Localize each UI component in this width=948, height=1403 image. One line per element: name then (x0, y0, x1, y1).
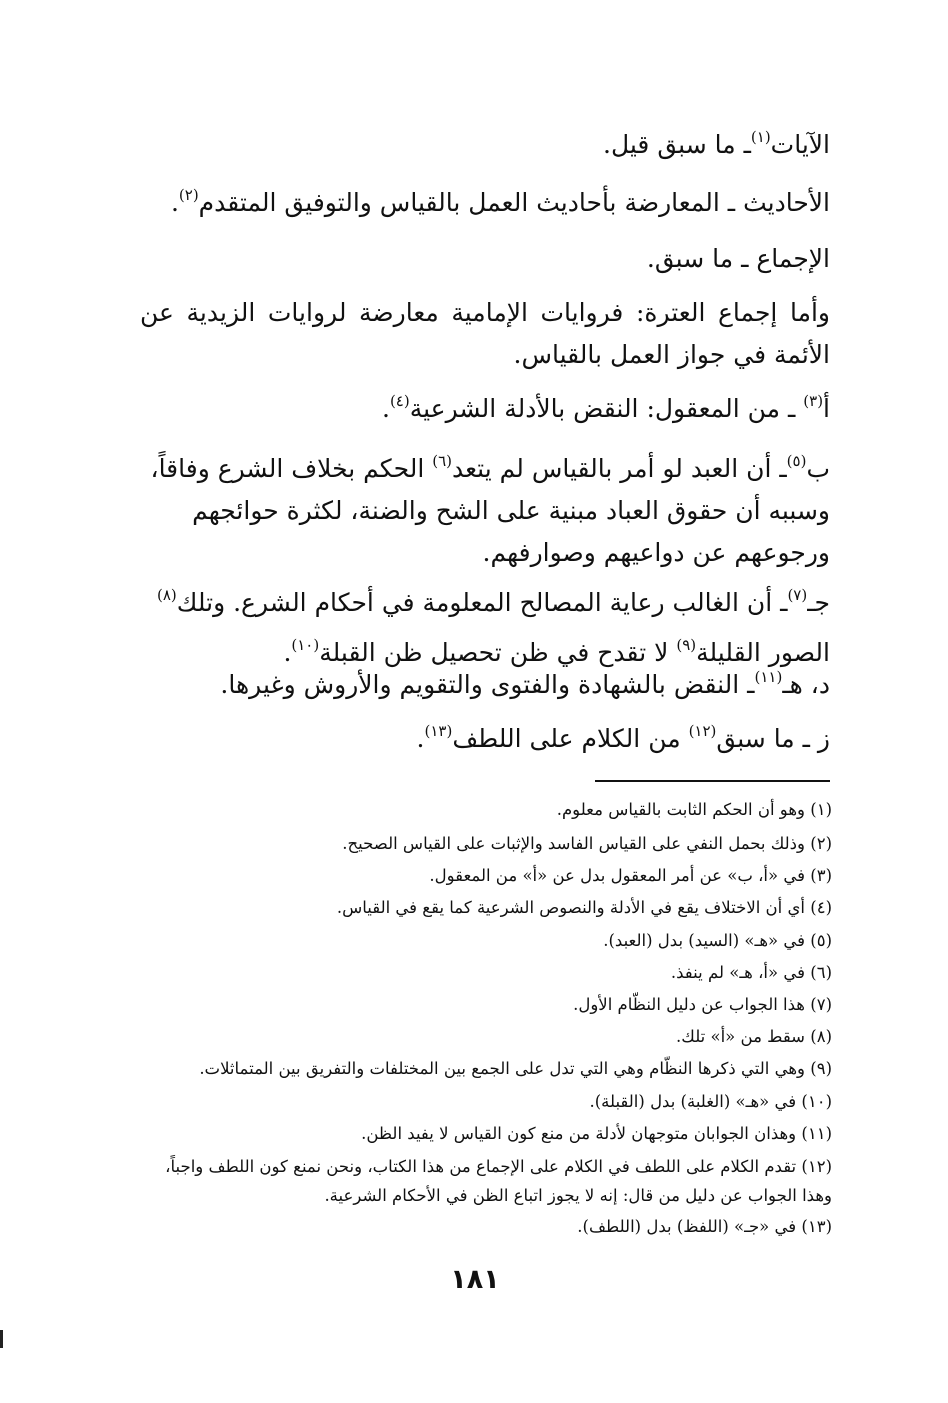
line-zay: ز ـ ما سبق$^{(١٢)}$ من الكلام على اللطف$^{(١٣)}$. (416, 722, 830, 753)
line-ayat: الآيات$^{(١)}$ـ ما سبق قيل. (603, 128, 830, 159)
line-ahadith: الأحاديث ـ المعارضة بأحاديث العمل بالقياس والتوفيق المتقدم$^{(٢)}$. (170, 186, 830, 217)
footnote-12: (١٢) تقدم الكلام على اللطف في الكلام على الإجماع من هذا الكتاب، ونحن نمنع كون اللطف واجباً، وهذا الجواب عن دليل من قال: إنه لا يجوز اتباع الظن في الأحكام الشرعية. (165, 1157, 832, 1205)
scan-edge-mark (0, 1330, 3, 1348)
footnote-5: (٥) في «هـ» (السيد) بدل (العبد). (603, 931, 832, 950)
footnote-4: (٤) أي أن الاختلاف يقع في الأدلة والنصوص الشرعية كما يقع في القياس. (336, 898, 832, 917)
footnote-7: (٧) هذا الجواب عن دليل النظّام الأول. (573, 995, 832, 1014)
footnote-separator (595, 780, 830, 782)
paragraph-jim: جـ$^{(٧)}$ـ أن الغالب رعاية المصالح المعلومة في أحكام الشرع. وتلك$^{(٨)}$ الصور القليلة$^{(٩)}$ لا تقدح في ظن تحصيل ظن القبلة$^{(١٠)}$. (157, 586, 830, 667)
paragraph-ijma-itra: وأما إجماع العترة: فروايات الإمامية معارضة لروايات الزيدية عن الأئمة في جواز العمل بالقياس. (140, 298, 830, 369)
footnote-2: (٢) وذلك بحمل النفي على القياس الفاسد والإثبات على القياس الصحيح. (342, 834, 832, 853)
page-number: ١٨١ (450, 1264, 500, 1295)
paragraph-ba: ب$^{(٥)}$ـ أن العبد لو أمر بالقياس لم يتعد$^{(٦)}$ الحكم بخلاف الشرع وفاقاً، وسببه أن حقوق العباد مبنية على الشح والضنة، لكثرة حوائجهم ورجوعهم عن دواعيهم وصوارفهم. (150, 452, 830, 567)
footnote-8: (٨) سقط من «أ» تلك. (676, 1027, 832, 1046)
footnote-3: (٣) في «أ، ب» عن أمر المعقول بدل عن «أ» من المعقول. (429, 866, 832, 885)
footnote-11: (١١) وهذان الجوابان متوجهان لأدلة من منع كون القياس لا يفيد الظن. (361, 1124, 832, 1143)
line-dal-ha: د، هـ$^{(١١)}$ـ النقض بالشهادة والفتوى والتقويم والأروش وغيرها. (220, 668, 830, 699)
footnote-10: (١٠) في «هـ» (الغلبة) بدل (القبلة). (589, 1092, 832, 1111)
line-ijma: الإجماع ـ ما سبق. (646, 244, 830, 273)
footnote-1: (١) وهو أن الحكم الثابت بالقياس معلوم. (556, 800, 832, 819)
footnote-13: (١٣) في «جـ» (اللفظ) بدل (اللطف). (577, 1217, 832, 1236)
footnote-9: (٩) وهي التي ذكرها النظّام وهي التي تدل على الجمع بين المختلفات والتفريق بين المتماثلات. (199, 1059, 832, 1078)
line-alif: أ$^{(٣)}$ ـ من المعقول: النقض بالأدلة الشرعية$^{(٤)}$. (381, 392, 830, 423)
footnote-6: (٦) في «أ، هـ» لم ينفذ. (670, 963, 832, 982)
